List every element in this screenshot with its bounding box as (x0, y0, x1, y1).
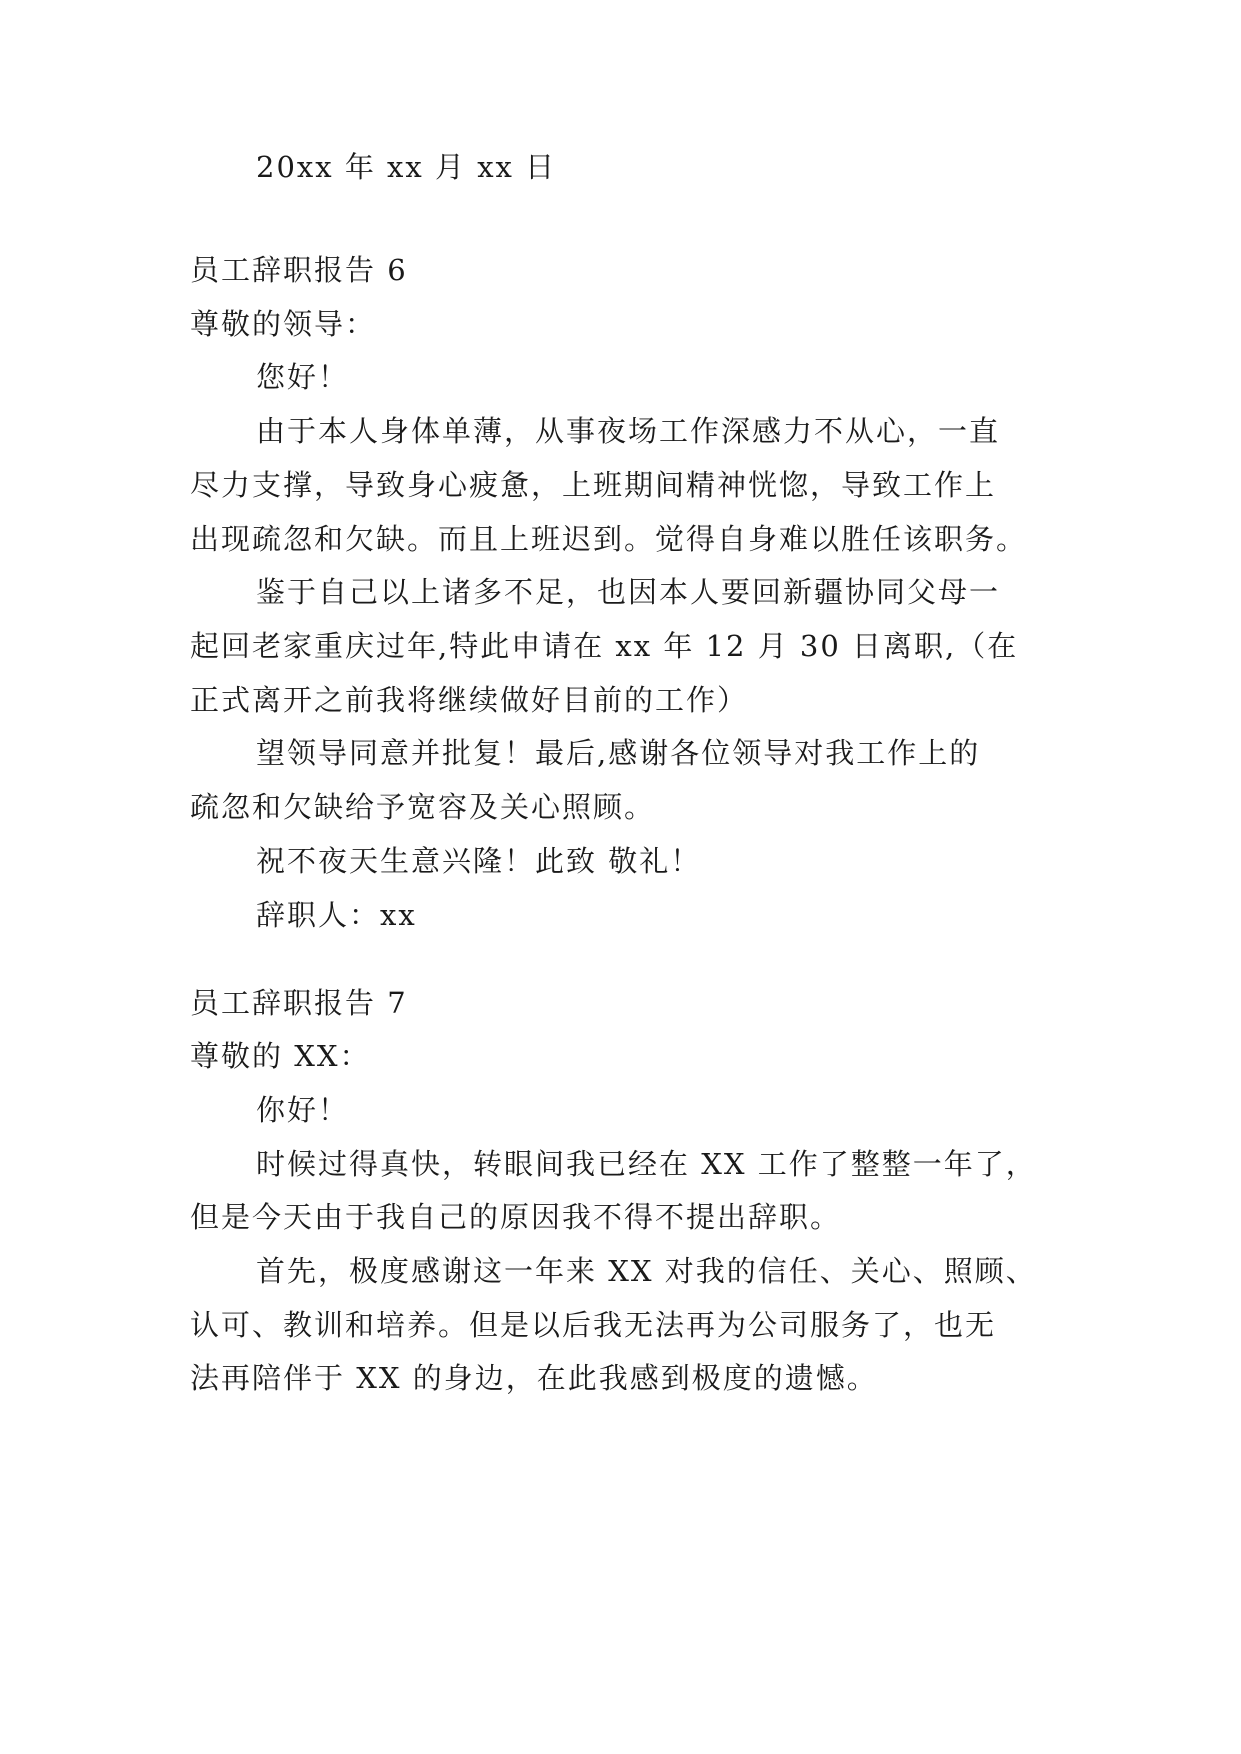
report6-title: 员工辞职报告 6 (190, 253, 408, 287)
report7-para2-line2: 认可、教训和培养。但是以后我无法再为公司服务了，也无 (190, 1308, 997, 1342)
report7-title: 员工辞职报告 7 (190, 986, 408, 1020)
report7-salutation: 尊敬的 XX： (190, 1039, 371, 1073)
report6-para1-line3: 出现疏忽和欠缺。而且上班迟到。觉得自身难以胜任该职务。 (190, 522, 1028, 556)
report7-para2-line1: 首先，极度感谢这一年来 XX 对我的信任、关心、照顾、 (256, 1254, 1037, 1288)
report7-para1-line2: 但是今天由于我自己的原因我不得不提出辞职。 (190, 1200, 842, 1234)
report6-salutation: 尊敬的领导： (190, 307, 377, 341)
report6-para1-line1: 由于本人身体单薄，从事夜场工作深感力不从心，一直 (256, 414, 1001, 448)
report6-signature: 辞职人：xx (256, 898, 417, 932)
report7-greeting: 你好！ (256, 1093, 350, 1127)
report7-para2-line3: 法再陪伴于 XX 的身边，在此我感到极度的遗憾。 (190, 1361, 878, 1395)
report6-para1-line2: 尽力支撑，导致身心疲惫，上班期间精神恍惚，导致工作上 (190, 468, 997, 502)
report6-closing: 祝不夜天生意兴隆！此致 敬礼！ (256, 844, 702, 878)
report6-para2-line2: 起回老家重庆过年,特此申请在 xx 年 12 月 30 日离职,（在 (190, 629, 1019, 663)
report7-para1-line1: 时候过得真快，转眼间我已经在 XX 工作了整整一年了， (256, 1147, 1037, 1181)
report6-para3-line2: 疏忽和欠缺给予宽容及关心照顾。 (190, 790, 656, 824)
report6-para3-line1: 望领导同意并批复！最后,感谢各位领导对我工作上的 (256, 736, 981, 770)
report6-para2-line3: 正式离开之前我将继续做好目前的工作） (190, 683, 749, 717)
report6-greeting: 您好！ (256, 360, 350, 394)
date-line: 20xx 年 xx 月 xx 日 (256, 150, 557, 184)
report6-para2-line1: 鉴于自己以上诸多不足，也因本人要回新疆协同父母一 (256, 575, 1001, 609)
